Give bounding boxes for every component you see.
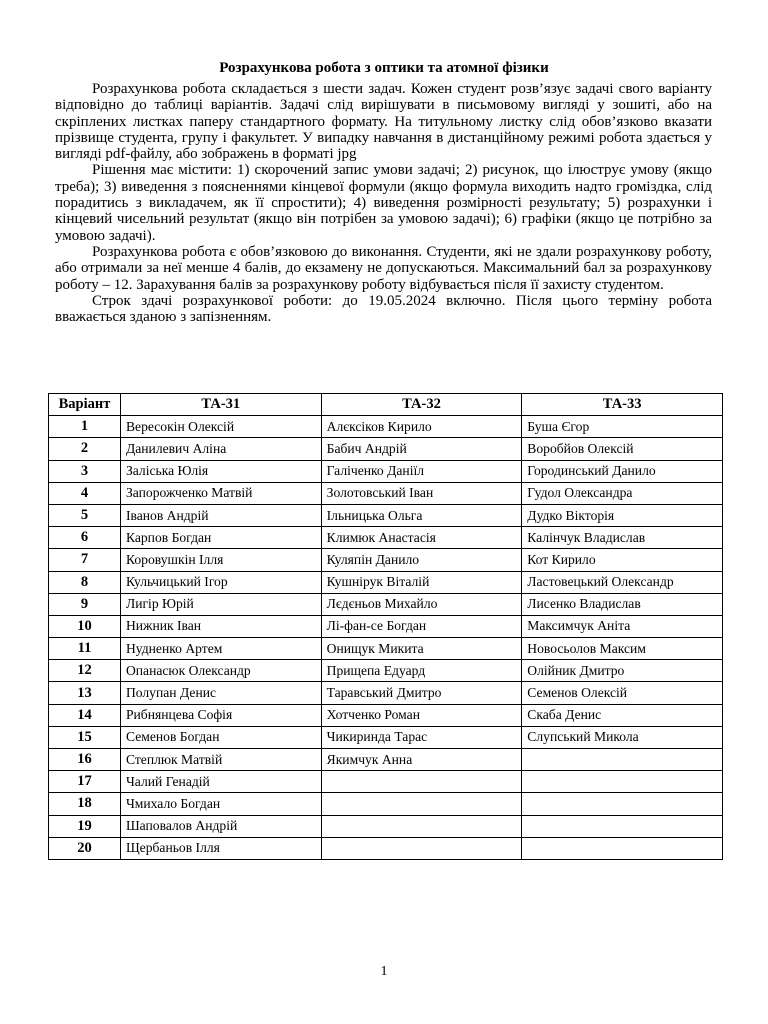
student-ta31-cell: Лигір Юрій xyxy=(120,593,321,615)
student-ta33-cell: Калінчук Владислав xyxy=(522,527,723,549)
student-ta31-cell: Нудненко Артем xyxy=(120,638,321,660)
student-ta31-cell: Карпов Богдан xyxy=(120,527,321,549)
paragraph-grading: Розрахункова робота є обов’язковою до виконання. Студенти, які не здали розрахункову роботу, або отримали за неї менше 4 балів, до екзамену не допускаються. Максимальний бал за розрахункову роботу – 12. Зарахування балів за розрахункову роботу відбувається після її захисту студентом. xyxy=(55,243,712,293)
instructions-text xyxy=(55,81,712,325)
variant-number-cell: 2 xyxy=(49,438,121,460)
student-ta32-cell: Алєксіков Кирило xyxy=(321,416,522,438)
table-row xyxy=(49,660,723,682)
student-ta33-cell: Олійник Дмитро xyxy=(522,660,723,682)
paragraph-solution-requirements: Рішення має містити: 1) скорочений запис умови задачі; 2) рисунок, що ілюструє умову (якщо треба); 3) виведення з поясненнями кінцевої формули (якщо формула виходить надто громіздка, слід порадитись з викладачем, як її спростити); 4) виведення розмірності результату; 5) розрахунки і кінцевий чисельний результат (якщо він потрібен за умовою задачі); 6) графіки (якщо це потрібно за умовою задачі). xyxy=(55,162,712,244)
student-ta31-cell: Нижник Іван xyxy=(120,615,321,637)
student-ta32-cell: Куляпін Данило xyxy=(321,549,522,571)
student-ta32-cell: Онищук Микита xyxy=(321,638,522,660)
student-ta32-cell xyxy=(321,837,522,859)
student-ta31-cell: Вересокін Олексій xyxy=(120,416,321,438)
student-ta33-cell: Воробйов Олексій xyxy=(522,438,723,460)
student-ta32-cell: Лєдєньов Михайло xyxy=(321,593,522,615)
student-ta31-cell: Полупан Денис xyxy=(120,682,321,704)
student-ta32-cell: Климюк Анастасія xyxy=(321,527,522,549)
variant-number-cell: 8 xyxy=(49,571,121,593)
student-ta32-cell: Прищепа Едуард xyxy=(321,660,522,682)
table-row xyxy=(49,749,723,771)
table-row xyxy=(49,438,723,460)
variant-number-cell: 20 xyxy=(49,837,121,859)
paragraph-deadline: Строк здачі розрахункової роботи: до 19.05.2024 включно. Після цього терміну робота вважається зданою з запізненням. xyxy=(55,292,712,326)
table-row xyxy=(49,482,723,504)
variant-number-cell: 5 xyxy=(49,504,121,526)
header-group-ta33: ТА-33 xyxy=(522,394,723,416)
header-group-ta31: ТА-31 xyxy=(120,394,321,416)
student-ta32-cell xyxy=(321,771,522,793)
student-ta31-cell: Щербаньов Ілля xyxy=(120,837,321,859)
student-ta31-cell: Заліська Юлія xyxy=(120,460,321,482)
paragraph-intro: Розрахункова робота складається з шести задач. Кожен студент розв’язує задачі свого варіанту відповідно до таблиці варіантів. Задачі слід вирішувати в письмовому вигляді у зошиті, або на скріплених листках паперу стандартного формату. На титульному листку слід обов’язково вказати прізвище студента, групу і факультет. У випадку навчання в дистанційному режимі робота здається у вигляді pdf-файлу, або зображень в форматі jpg xyxy=(55,81,712,163)
student-ta33-cell: Гудол Олександра xyxy=(522,482,723,504)
student-ta31-cell: Запорожченко Матвій xyxy=(120,482,321,504)
student-ta33-cell: Слупський Микола xyxy=(522,726,723,748)
variant-number-cell: 6 xyxy=(49,527,121,549)
table-row xyxy=(49,704,723,726)
student-ta31-cell: Кульчицький Ігор xyxy=(120,571,321,593)
student-ta33-cell: Новосьолов Максим xyxy=(522,638,723,660)
student-ta33-cell: Городинський Данило xyxy=(522,460,723,482)
variant-number-cell: 13 xyxy=(49,682,121,704)
variant-number-cell: 18 xyxy=(49,793,121,815)
table-row xyxy=(49,815,723,837)
student-ta33-cell: Скаба Денис xyxy=(522,704,723,726)
student-ta33-cell: Дудко Вікторія xyxy=(522,504,723,526)
student-ta33-cell xyxy=(522,771,723,793)
student-ta33-cell: Буша Єгор xyxy=(522,416,723,438)
table-row xyxy=(49,504,723,526)
variant-number-cell: 12 xyxy=(49,660,121,682)
student-ta32-cell: Галіченко Даніїл xyxy=(321,460,522,482)
table-row xyxy=(49,549,723,571)
student-ta32-cell: Бабич Андрій xyxy=(321,438,522,460)
student-ta31-cell: Шаповалов Андрій xyxy=(120,815,321,837)
header-group-ta32: ТА-32 xyxy=(321,394,522,416)
student-ta31-cell: Коровушкін Ілля xyxy=(120,549,321,571)
variant-number-cell: 9 xyxy=(49,593,121,615)
header-variant: Варіант xyxy=(49,394,121,416)
student-ta32-cell: Золотовський Іван xyxy=(321,482,522,504)
student-ta32-cell: Якимчук Анна xyxy=(321,749,522,771)
table-row xyxy=(49,682,723,704)
student-ta31-cell: Семенов Богдан xyxy=(120,726,321,748)
variant-number-cell: 15 xyxy=(49,726,121,748)
variant-number-cell: 1 xyxy=(49,416,121,438)
student-ta32-cell: Ільницька Ольга xyxy=(321,504,522,526)
table-row xyxy=(49,527,723,549)
table-row xyxy=(49,771,723,793)
student-ta32-cell xyxy=(321,793,522,815)
variant-number-cell: 7 xyxy=(49,549,121,571)
student-ta33-cell: Максимчук Аніта xyxy=(522,615,723,637)
student-ta33-cell xyxy=(522,749,723,771)
table-row xyxy=(49,793,723,815)
student-ta33-cell: Ластовецький Олександр xyxy=(522,571,723,593)
student-ta33-cell xyxy=(522,793,723,815)
document-title: Розрахункова робота з оптики та атомної фізики xyxy=(219,60,549,76)
student-ta32-cell: Таравський Дмитро xyxy=(321,682,522,704)
student-ta33-cell: Семенов Олексій xyxy=(522,682,723,704)
student-ta31-cell: Опанасюк Олександр xyxy=(120,660,321,682)
variant-number-cell: 14 xyxy=(49,704,121,726)
table-row xyxy=(49,615,723,637)
student-ta32-cell: Чикиринда Тарас xyxy=(321,726,522,748)
variant-number-cell: 4 xyxy=(49,482,121,504)
student-ta31-cell: Чалий Генадій xyxy=(120,771,321,793)
student-ta32-cell: Лі-фан-се Богдан xyxy=(321,615,522,637)
variants-table xyxy=(48,393,723,860)
student-ta31-cell: Данилевич Аліна xyxy=(120,438,321,460)
page-number: 1 xyxy=(380,964,388,979)
student-ta31-cell: Чмихало Богдан xyxy=(120,793,321,815)
table-row xyxy=(49,460,723,482)
variant-number-cell: 19 xyxy=(49,815,121,837)
student-ta33-cell xyxy=(522,837,723,859)
variant-number-cell: 11 xyxy=(49,638,121,660)
table-row xyxy=(49,416,723,438)
student-ta31-cell: Рибнянцева Софія xyxy=(120,704,321,726)
student-ta31-cell: Іванов Андрій xyxy=(120,504,321,526)
student-ta33-cell: Лисенко Владислав xyxy=(522,593,723,615)
student-ta33-cell xyxy=(522,815,723,837)
student-ta32-cell: Хотченко Роман xyxy=(321,704,522,726)
variant-number-cell: 10 xyxy=(49,615,121,637)
student-ta32-cell: Кушнірук Віталій xyxy=(321,571,522,593)
table-row xyxy=(49,571,723,593)
variant-number-cell: 17 xyxy=(49,771,121,793)
student-ta32-cell xyxy=(321,815,522,837)
table-row xyxy=(49,593,723,615)
variant-number-cell: 16 xyxy=(49,749,121,771)
table-row xyxy=(49,726,723,748)
table-row xyxy=(49,638,723,660)
variant-number-cell: 3 xyxy=(49,460,121,482)
table-row xyxy=(49,837,723,859)
student-ta33-cell: Кот Кирило xyxy=(522,549,723,571)
student-ta31-cell: Степлюк Матвій xyxy=(120,749,321,771)
table-header-row xyxy=(49,394,723,416)
